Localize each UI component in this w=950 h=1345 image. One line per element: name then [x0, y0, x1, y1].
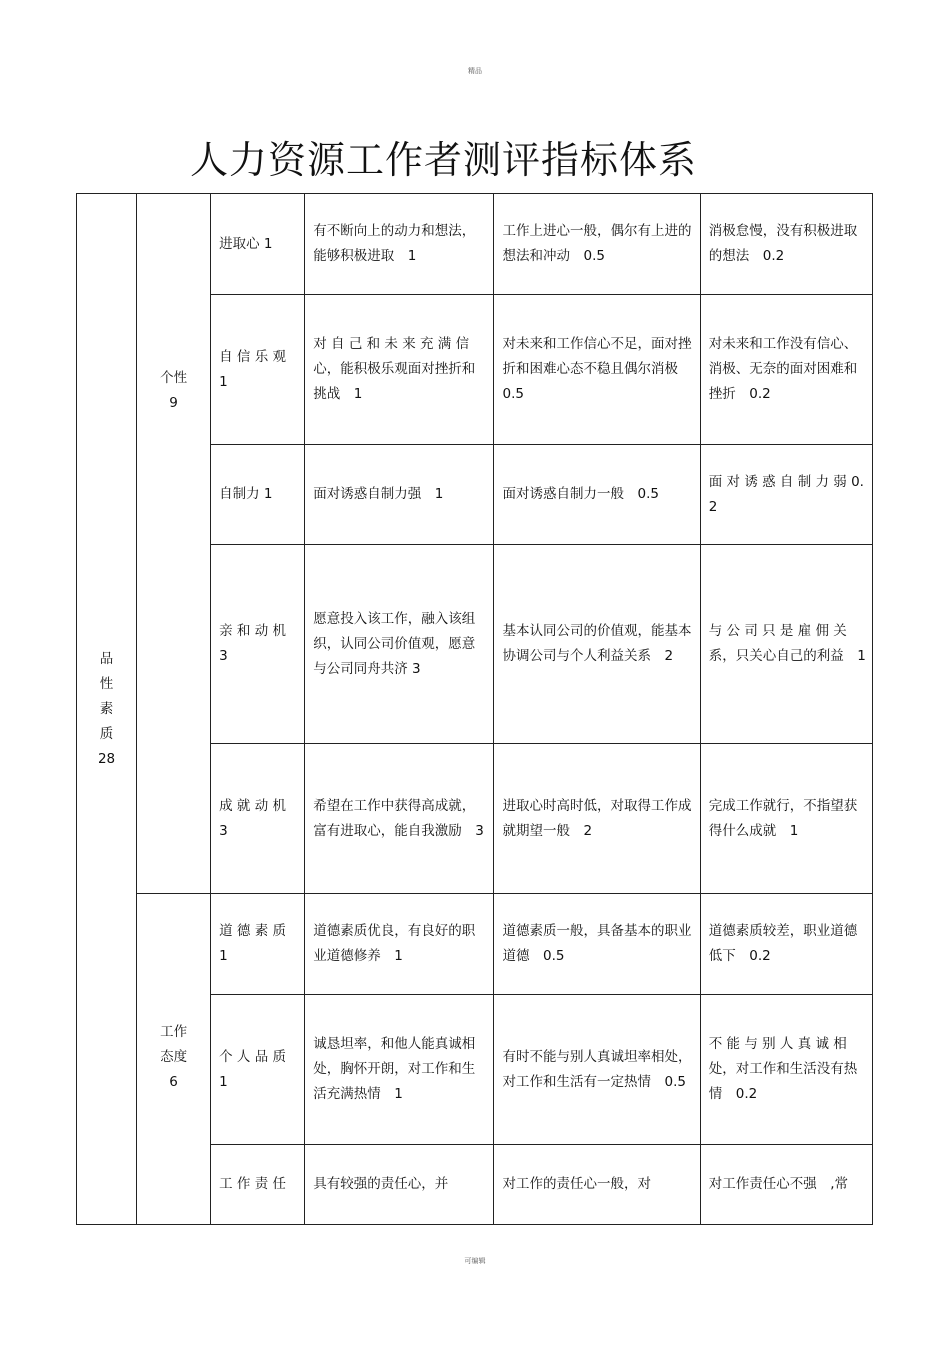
mid-level-text: 对工作的责任心一般，对 [502, 1176, 651, 1192]
group-name-line: 工作 [160, 1024, 188, 1040]
high-level-text: 诚恳坦率，和他人能真诚相处，胸怀开朗，对工作和生活充满热情 1 [313, 1036, 476, 1102]
high-level-text: 希望在工作中获得高成就，富有进取心，能自我激励 3 [313, 797, 484, 839]
item-label: 工 作 责 任 [219, 1176, 287, 1192]
item-label: 个 人 品 质 1 [219, 1048, 291, 1090]
page-title: 人力资源工作者测评指标体系 [190, 138, 698, 182]
low-level-text: 道德素质较差，职业道德低下 0.2 [708, 923, 858, 964]
mid-level-cell [494, 744, 700, 894]
low-level-text: 不 能 与 别 人 真 诚 相处，对工作和生活没有热情 0.2 [708, 1036, 858, 1102]
high-level-text: 面对诱惑自制力强 1 [313, 486, 444, 502]
item-cell [211, 894, 305, 995]
low-level-cell [700, 545, 872, 744]
item-cell [211, 744, 305, 894]
item-cell [211, 1145, 305, 1225]
category-score: 28 [97, 750, 116, 767]
group-name: 个性 [160, 370, 188, 386]
category-char: 素 [99, 700, 114, 717]
item-cell [211, 995, 305, 1145]
high-level-cell [305, 894, 494, 995]
high-level-text: 道德素质优良，有良好的职业道德修养 1 [313, 923, 476, 964]
item-label: 自制力 1 [219, 486, 273, 502]
group-cell-work-attitude [137, 894, 211, 1225]
item-label: 亲 和 动 机 3 [219, 623, 291, 664]
category-char: 品 [99, 650, 114, 667]
mid-level-cell [494, 445, 700, 545]
high-level-text: 对 自 己 和 未 来 充 满 信心，能积极乐观面对挫折和挑战 1 [313, 336, 476, 402]
category-char: 性 [99, 675, 114, 692]
mid-level-text: 进取心时高时低，对取得工作成就期望一般 2 [502, 797, 692, 839]
item-label: 进取心 1 [219, 235, 273, 252]
low-level-text: 对工作责任心不强 ,常 [708, 1176, 849, 1192]
item-label: 道 德 素 质 1 [219, 923, 291, 964]
low-level-cell [700, 894, 872, 995]
high-level-text: 具有较强的责任心，并 [313, 1176, 449, 1192]
group-score: 9 [169, 395, 178, 411]
low-level-cell [700, 295, 872, 445]
mid-level-text: 有时不能与别人真诚坦率相处，对工作和生活有一定热情 0.5 [502, 1048, 692, 1090]
mid-level-cell [494, 1145, 700, 1225]
high-level-cell [305, 445, 494, 545]
low-level-cell [700, 744, 872, 894]
category-char: 质 [99, 725, 114, 742]
high-level-cell [305, 744, 494, 894]
high-level-cell [305, 545, 494, 744]
low-level-cell [700, 445, 872, 545]
footer-watermark: 可编辑 [464, 1257, 486, 1265]
low-level-text: 消极怠慢，没有积极进取的想法 0.2 [708, 223, 858, 264]
item-cell [211, 545, 305, 744]
mid-level-cell [494, 194, 700, 295]
mid-level-cell [494, 995, 700, 1145]
mid-level-cell [494, 894, 700, 995]
group-cell-personality [137, 194, 211, 894]
group-name-line: 态度 [160, 1049, 188, 1065]
mid-level-text: 基本认同公司的价值观，能基本协调公司与个人利益关系 2 [502, 623, 692, 664]
low-level-cell [700, 1145, 872, 1225]
mid-level-cell [494, 295, 700, 445]
header-watermark: 精品 [468, 67, 482, 75]
item-label: 成 就 动 机 3 [219, 797, 291, 839]
low-level-text: 完成工作就行，不指望获得什么成就 1 [708, 797, 858, 839]
low-level-text: 与 公 司 只 是 雇 佣 关系，只关心自己的利益 1 [708, 623, 866, 664]
mid-level-text: 道德素质一般，具备基本的职业道德 0.5 [502, 923, 692, 964]
category-cell [77, 194, 137, 1225]
high-level-text: 有不断向上的动力和想法，能够积极进取 1 [313, 223, 476, 264]
mid-level-cell [494, 545, 700, 744]
item-label: 自 信 乐 观 1 [219, 348, 291, 390]
high-level-text: 愿意投入该工作，融入该组织，认同公司价值观，愿意与公司同舟共济 3 [313, 610, 476, 677]
low-level-text: 面 对 诱 惑 自 制 力 弱 0.2 [708, 473, 864, 515]
low-level-cell [700, 194, 872, 295]
mid-level-text: 对未来和工作信心不足，面对挫折和困难心态不稳且偶尔消极 0.5 [502, 336, 692, 402]
table-row [77, 894, 873, 995]
mid-level-text: 面对诱惑自制力一般 0.5 [502, 486, 659, 502]
low-level-text: 对未来和工作没有信心、消极、无奈的面对困难和挫折 0.2 [708, 336, 858, 402]
mid-level-text: 工作上进心一般，偶尔有上进的想法和冲动 0.5 [502, 223, 692, 264]
item-cell [211, 295, 305, 445]
high-level-cell [305, 295, 494, 445]
low-level-cell [700, 995, 872, 1145]
evaluation-table [76, 193, 873, 1225]
item-cell [211, 445, 305, 545]
group-score: 6 [169, 1074, 178, 1090]
high-level-cell [305, 1145, 494, 1225]
high-level-cell [305, 995, 494, 1145]
table-row [77, 194, 873, 295]
high-level-cell [305, 194, 494, 295]
item-cell [211, 194, 305, 295]
